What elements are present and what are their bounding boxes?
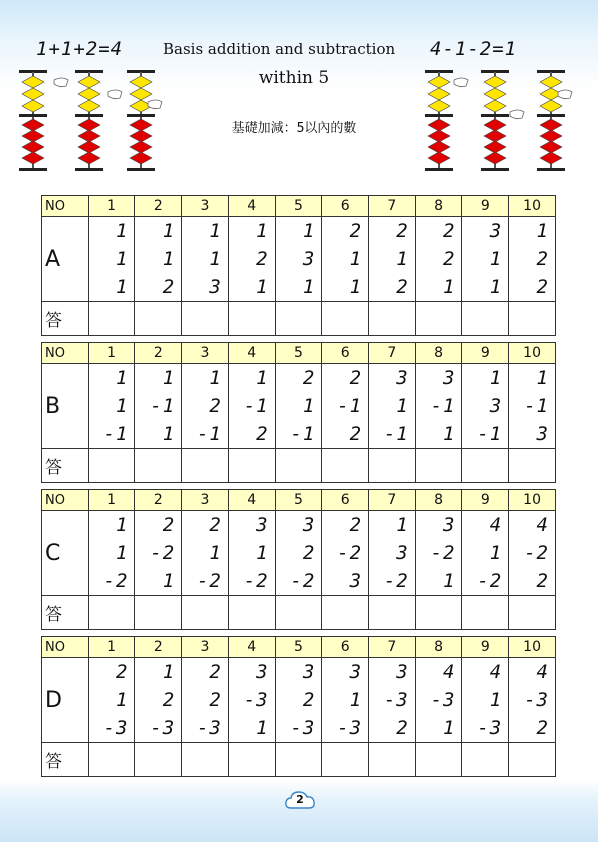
- operand: 1: [115, 248, 129, 270]
- operand: 2: [443, 248, 456, 270]
- column-header: 5: [275, 196, 322, 217]
- problem-cell: [369, 511, 416, 596]
- column-header: 10: [509, 343, 556, 364]
- answer-label: 答: [42, 449, 89, 483]
- column-header: 7: [369, 343, 416, 364]
- column-header: 2: [135, 637, 182, 658]
- answer-cell[interactable]: [228, 743, 275, 777]
- column-header: 9: [462, 490, 509, 511]
- answer-cell[interactable]: [275, 596, 322, 630]
- operand: -1: [337, 395, 363, 417]
- operand: 1: [115, 514, 129, 536]
- abacus-rod-3: [127, 70, 155, 171]
- section-label: C: [42, 511, 89, 596]
- problem-cell: [275, 658, 322, 743]
- operand: 1: [115, 689, 129, 711]
- operand: 2: [536, 248, 549, 270]
- operand: 1: [162, 423, 176, 445]
- problem-cell: [275, 364, 322, 449]
- answer-cell[interactable]: [509, 302, 556, 336]
- operand: 1: [349, 276, 363, 298]
- operand: -2: [290, 570, 316, 592]
- section-label: B: [42, 364, 89, 449]
- operand: 2: [209, 689, 222, 711]
- operand: -3: [383, 689, 409, 711]
- answer-cell[interactable]: [228, 596, 275, 630]
- answer-row: [42, 302, 556, 336]
- section-label: D: [42, 658, 89, 743]
- operand: -3: [243, 689, 269, 711]
- operand: 3: [349, 661, 363, 683]
- answer-cell[interactable]: [415, 596, 462, 630]
- column-header: 4: [228, 343, 275, 364]
- answer-cell[interactable]: [228, 449, 275, 483]
- answer-label: 答: [42, 743, 89, 777]
- operand: 2: [349, 514, 363, 536]
- operand: 3: [302, 248, 316, 270]
- problem-cell: [322, 364, 369, 449]
- problem-cell: [182, 217, 229, 302]
- operand: 1: [115, 220, 129, 242]
- column-header: 3: [182, 637, 229, 658]
- column-header: 6: [322, 490, 369, 511]
- answer-cell[interactable]: [415, 302, 462, 336]
- answer-label: 答: [42, 302, 89, 336]
- operand: 1: [349, 248, 363, 270]
- problem-cell: [462, 364, 509, 449]
- operand: 3: [256, 661, 269, 683]
- problem-cell: [322, 511, 369, 596]
- problem-cell: [369, 217, 416, 302]
- table-header-row: [42, 637, 556, 658]
- operand: 1: [396, 395, 409, 417]
- column-header: 5: [275, 343, 322, 364]
- problem-cell: [322, 658, 369, 743]
- column-header: 6: [322, 343, 369, 364]
- abacus-rod-2: [481, 70, 509, 171]
- operand: 1: [489, 542, 503, 564]
- column-header: 5: [275, 637, 322, 658]
- answer-cell[interactable]: [322, 596, 369, 630]
- operand: 1: [162, 570, 176, 592]
- operand: 4: [536, 514, 549, 536]
- operand: 3: [396, 661, 409, 683]
- problem-cell: [462, 658, 509, 743]
- column-header: 1: [88, 343, 135, 364]
- operand: 3: [302, 661, 316, 683]
- operand: 1: [162, 367, 176, 389]
- operand: 3: [443, 367, 456, 389]
- no-header: NO: [42, 490, 89, 511]
- problem-cell: [228, 364, 275, 449]
- problem-cell: [88, 511, 135, 596]
- column-header: 2: [135, 196, 182, 217]
- answer-cell[interactable]: [369, 743, 416, 777]
- problem-row: [42, 658, 556, 743]
- operand: 1: [115, 395, 129, 417]
- operand: 1: [115, 367, 129, 389]
- operand: 2: [162, 276, 176, 298]
- finger-hand-icon: [54, 78, 68, 87]
- answer-cell[interactable]: [135, 449, 182, 483]
- problem-cell: [415, 364, 462, 449]
- problem-cell: [462, 511, 509, 596]
- operand: 1: [115, 276, 129, 298]
- operand: 2: [209, 395, 222, 417]
- operand: 2: [443, 220, 456, 242]
- column-header: 7: [369, 196, 416, 217]
- column-header: 3: [182, 343, 229, 364]
- column-header: 1: [88, 490, 135, 511]
- operand: -3: [524, 689, 549, 711]
- page-number: 2: [296, 793, 304, 806]
- answer-cell[interactable]: [462, 449, 509, 483]
- page-number-badge: [284, 788, 316, 812]
- operand: -2: [337, 542, 363, 564]
- problem-cell: [322, 217, 369, 302]
- operand: 2: [302, 542, 316, 564]
- column-header: 1: [88, 196, 135, 217]
- operand: 1: [115, 542, 129, 564]
- operand: -2: [524, 542, 549, 564]
- operand: -1: [103, 423, 129, 445]
- operand: 3: [396, 367, 409, 389]
- column-header: 8: [415, 343, 462, 364]
- operand: -2: [383, 570, 409, 592]
- finger-hand-icon: [558, 90, 572, 99]
- answer-cell[interactable]: [182, 743, 229, 777]
- answer-cell[interactable]: [228, 302, 275, 336]
- problem-row: [42, 511, 556, 596]
- answer-cell[interactable]: [415, 449, 462, 483]
- title-line-2: within 5: [258, 68, 330, 88]
- operand: 3: [489, 220, 503, 242]
- answer-cell[interactable]: [135, 596, 182, 630]
- operand: 1: [302, 220, 316, 242]
- operand: 3: [302, 514, 316, 536]
- operand: 1: [536, 220, 549, 242]
- abacus-left-illustration: [14, 68, 164, 174]
- operand: -1: [383, 423, 409, 445]
- operand: 1: [256, 276, 269, 298]
- problem-cell: [228, 511, 275, 596]
- column-header: 7: [369, 490, 416, 511]
- answer-cell[interactable]: [88, 302, 135, 336]
- example-subtraction-equation: 4-1-2=1: [430, 38, 518, 60]
- abacus-right-illustration: [420, 68, 580, 174]
- answer-cell[interactable]: [369, 596, 416, 630]
- column-header: 3: [182, 196, 229, 217]
- answer-cell[interactable]: [509, 449, 556, 483]
- problem-cell: [369, 658, 416, 743]
- operand: 2: [162, 514, 176, 536]
- operand: 4: [536, 661, 549, 683]
- problem-cell: [415, 658, 462, 743]
- finger-hand-icon: [454, 78, 468, 87]
- column-header: 10: [509, 196, 556, 217]
- operand: 2: [302, 367, 316, 389]
- operand: -1: [524, 395, 549, 417]
- operand: -1: [196, 423, 222, 445]
- example-addition-equation: 1+1+2=4: [36, 38, 124, 60]
- column-header: 10: [509, 490, 556, 511]
- answer-cell[interactable]: [415, 743, 462, 777]
- operand: 4: [443, 661, 456, 683]
- operand: 1: [489, 367, 503, 389]
- operand: -1: [290, 423, 316, 445]
- answer-cell[interactable]: [135, 302, 182, 336]
- operand: -3: [103, 717, 129, 739]
- problem-cell: [135, 217, 182, 302]
- problem-cell: [88, 364, 135, 449]
- column-header: 1: [88, 637, 135, 658]
- answer-row: [42, 596, 556, 630]
- answer-cell[interactable]: [462, 302, 509, 336]
- operand: 3: [443, 514, 456, 536]
- column-header: 7: [369, 637, 416, 658]
- problem-cell: [369, 364, 416, 449]
- answer-cell[interactable]: [88, 449, 135, 483]
- operand: -2: [430, 542, 456, 564]
- operand: 1: [209, 220, 222, 242]
- answer-cell[interactable]: [88, 596, 135, 630]
- operand: 1: [162, 220, 176, 242]
- no-header: NO: [42, 637, 89, 658]
- operand: 2: [162, 689, 176, 711]
- operand: 1: [209, 542, 222, 564]
- problem-cell: [275, 217, 322, 302]
- problem-cell: [182, 511, 229, 596]
- answer-label: 答: [42, 596, 89, 630]
- operand: -2: [150, 542, 176, 564]
- problem-cell: [509, 658, 556, 743]
- problem-row: [42, 217, 556, 302]
- operand: 3: [256, 514, 269, 536]
- operand: 2: [349, 220, 363, 242]
- abacus-rod-1: [425, 70, 453, 171]
- finger-hand-icon: [108, 90, 122, 99]
- exercise-table-b: [41, 342, 556, 483]
- operand: -1: [430, 395, 456, 417]
- exercise-table-d: [41, 636, 556, 777]
- operand: 4: [489, 514, 503, 536]
- column-header: 5: [275, 490, 322, 511]
- problem-row: [42, 364, 556, 449]
- column-header: 8: [415, 637, 462, 658]
- operand: 1: [489, 689, 503, 711]
- operand: 1: [396, 514, 409, 536]
- operand: 4: [489, 661, 503, 683]
- problem-cell: [415, 511, 462, 596]
- operand: -3: [430, 689, 456, 711]
- column-header: 8: [415, 490, 462, 511]
- operand: 1: [489, 248, 503, 270]
- exercise-table-c: [41, 489, 556, 630]
- problem-cell: [228, 658, 275, 743]
- answer-cell[interactable]: [369, 302, 416, 336]
- operand: 2: [349, 423, 363, 445]
- column-header: 4: [228, 196, 275, 217]
- column-header: 6: [322, 196, 369, 217]
- operand: 2: [256, 423, 269, 445]
- answer-cell[interactable]: [322, 302, 369, 336]
- operand: 1: [162, 661, 176, 683]
- operand: 1: [209, 248, 222, 270]
- operand: 2: [396, 717, 409, 739]
- operand: 2: [256, 248, 269, 270]
- operand: -3: [477, 717, 503, 739]
- operand: 1: [536, 367, 549, 389]
- operand: -2: [243, 570, 269, 592]
- problem-cell: [88, 658, 135, 743]
- chinese-subtitle: 基礎加減：5以內的數: [231, 121, 357, 136]
- operand: 1: [349, 689, 363, 711]
- answer-cell[interactable]: [88, 743, 135, 777]
- operand: -3: [150, 717, 176, 739]
- operand: 1: [443, 570, 456, 592]
- operand: 1: [256, 220, 269, 242]
- no-header: NO: [42, 343, 89, 364]
- operand: 2: [209, 661, 222, 683]
- exercise-table-a: [41, 195, 556, 336]
- operand: 2: [536, 570, 549, 592]
- operand: 1: [256, 367, 269, 389]
- operand: 3: [349, 570, 363, 592]
- answer-cell[interactable]: [182, 596, 229, 630]
- problem-cell: [135, 364, 182, 449]
- problem-cell: [275, 511, 322, 596]
- column-header: 4: [228, 490, 275, 511]
- column-header: 2: [135, 490, 182, 511]
- operand: 1: [443, 717, 456, 739]
- finger-hand-icon: [510, 110, 524, 119]
- column-header: 3: [182, 490, 229, 511]
- problem-cell: [135, 658, 182, 743]
- section-label: A: [42, 217, 89, 302]
- operand: -3: [337, 717, 363, 739]
- answer-cell[interactable]: [182, 302, 229, 336]
- problem-cell: [228, 217, 275, 302]
- column-header: 9: [462, 637, 509, 658]
- problem-cell: [88, 217, 135, 302]
- operand: 1: [396, 248, 409, 270]
- problem-cell: [182, 658, 229, 743]
- operand: 1: [256, 542, 269, 564]
- problem-cell: [509, 511, 556, 596]
- table-header-row: [42, 196, 556, 217]
- operand: 1: [256, 717, 269, 739]
- operand: -3: [290, 717, 316, 739]
- operand: 3: [209, 276, 222, 298]
- answer-cell[interactable]: [369, 449, 416, 483]
- operand: 3: [396, 542, 409, 564]
- problem-cell: [135, 511, 182, 596]
- table-header-row: [42, 343, 556, 364]
- operand: 2: [209, 514, 222, 536]
- answer-cell[interactable]: [322, 743, 369, 777]
- operand: 2: [536, 276, 549, 298]
- operand: 3: [536, 423, 549, 445]
- operand: -2: [196, 570, 222, 592]
- column-header: 8: [415, 196, 462, 217]
- column-header: 2: [135, 343, 182, 364]
- answer-row: [42, 743, 556, 777]
- finger-hand-icon: [148, 100, 162, 109]
- operand: -1: [477, 423, 503, 445]
- abacus-rod-3: [537, 70, 565, 171]
- operand: 2: [302, 689, 316, 711]
- column-header: 10: [509, 637, 556, 658]
- problem-cell: [462, 217, 509, 302]
- answer-cell[interactable]: [509, 743, 556, 777]
- operand: 1: [302, 276, 316, 298]
- operand: 1: [209, 367, 222, 389]
- problem-cell: [182, 364, 229, 449]
- answer-cell[interactable]: [275, 743, 322, 777]
- answer-cell[interactable]: [182, 449, 229, 483]
- operand: -2: [477, 570, 503, 592]
- abacus-rod-2: [75, 70, 103, 171]
- operand: 1: [162, 248, 176, 270]
- no-header: NO: [42, 196, 89, 217]
- answer-cell[interactable]: [275, 449, 322, 483]
- operand: 1: [443, 423, 456, 445]
- title-line-1: Basis addition and subtraction: [163, 40, 396, 58]
- answer-cell[interactable]: [322, 449, 369, 483]
- column-header: 9: [462, 196, 509, 217]
- operand: -1: [243, 395, 269, 417]
- operand: 2: [396, 276, 409, 298]
- answer-cell[interactable]: [275, 302, 322, 336]
- operand: 1: [302, 395, 316, 417]
- operand: 2: [349, 367, 363, 389]
- operand: 3: [489, 395, 503, 417]
- column-header: 6: [322, 637, 369, 658]
- operand: 2: [536, 717, 549, 739]
- operand: 2: [396, 220, 409, 242]
- operand: 2: [115, 661, 129, 683]
- operand: -2: [103, 570, 129, 592]
- answer-row: [42, 449, 556, 483]
- column-header: 9: [462, 343, 509, 364]
- operand: -1: [150, 395, 176, 417]
- answer-cell[interactable]: [462, 596, 509, 630]
- table-header-row: [42, 490, 556, 511]
- answer-cell[interactable]: [135, 743, 182, 777]
- problem-cell: [415, 217, 462, 302]
- answer-cell[interactable]: [509, 596, 556, 630]
- column-header: 4: [228, 637, 275, 658]
- answer-cell[interactable]: [462, 743, 509, 777]
- abacus-rod-1: [19, 70, 47, 171]
- operand: 1: [443, 276, 456, 298]
- operand: 1: [489, 276, 503, 298]
- operand: -3: [196, 717, 222, 739]
- problem-cell: [509, 217, 556, 302]
- problem-cell: [509, 364, 556, 449]
